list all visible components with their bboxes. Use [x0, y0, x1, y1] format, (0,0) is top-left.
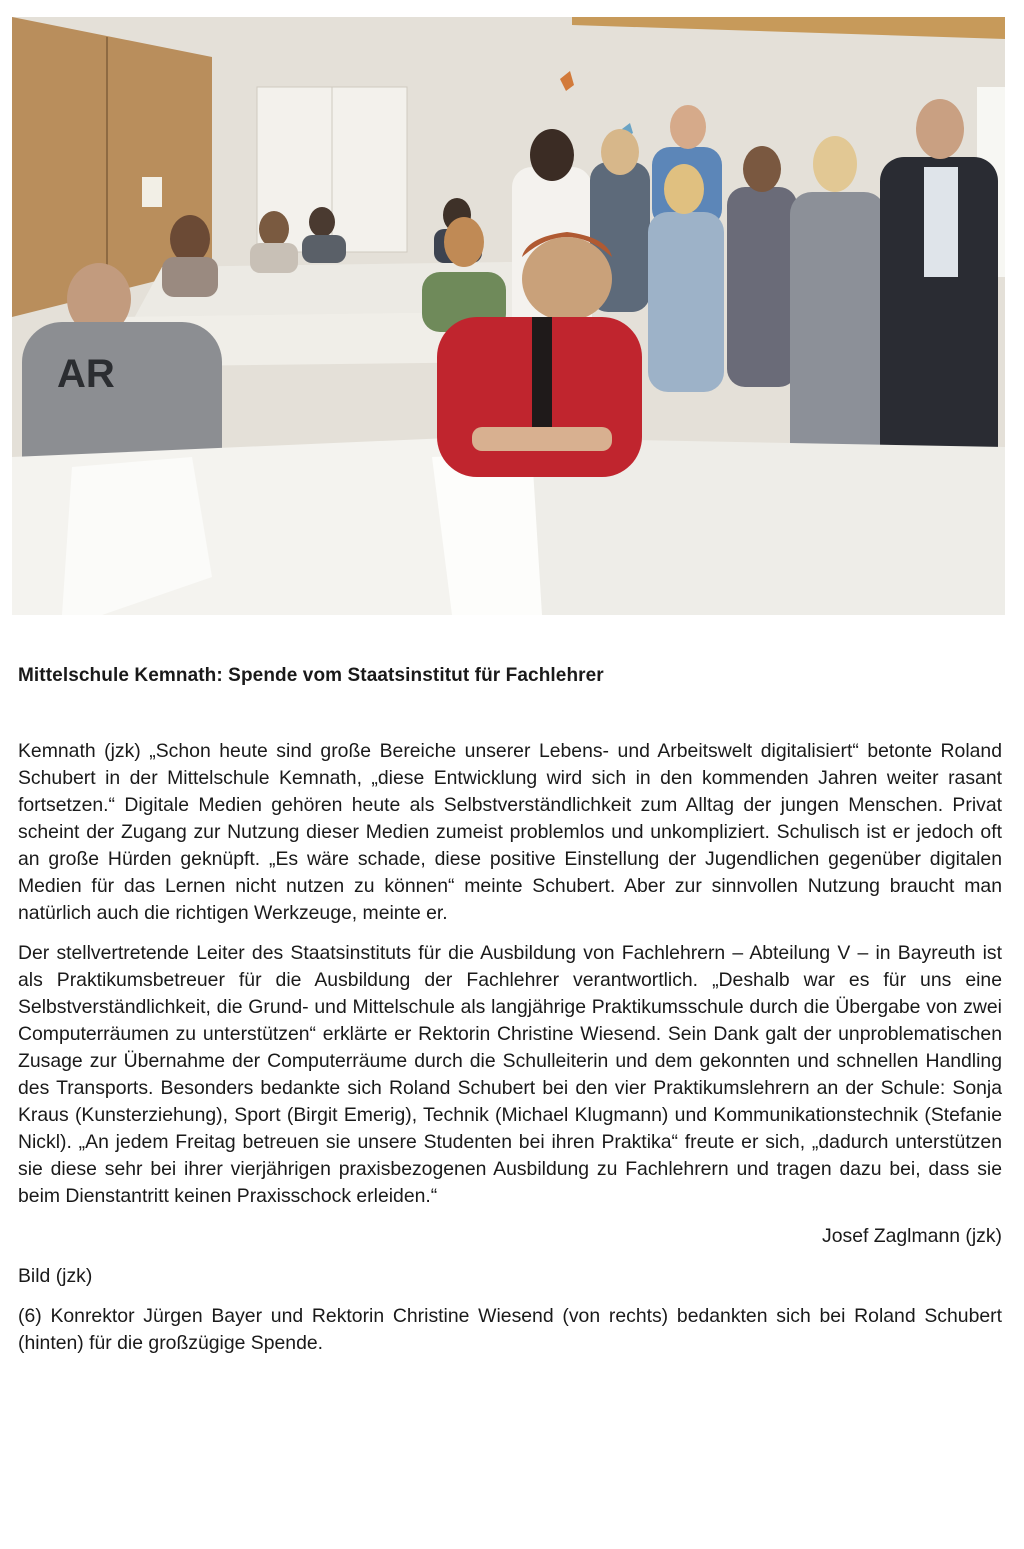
classroom-photo	[12, 17, 1005, 615]
photo-credit: Bild (jzk)	[18, 1265, 93, 1287]
photo-caption: (6) Konrektor Jürgen Bayer und Rektorin Christine Wiesend (von rechts) bedankten sich bei Roland Schubert (hinten) für die großzügige Spende.	[18, 1305, 1002, 1354]
article-photo	[12, 17, 1005, 615]
article-headline: Mittelschule Kemnath: Spende vom Staatsinstitut für Fachlehrer	[18, 665, 604, 686]
article-paragraph: Kemnath (jzk) „Schon heute sind große Bereiche unserer Lebens- und Arbeitswelt digitalisiert“ betonte Roland Schubert in der Mittelschule Kemnath, „diese Entwicklung wird sich in den kommenden Jahren weiter rasant fortsetzen.“ Digitale Medien gehören heute als Selbstverständlichkeit zum Alltag der jungen Menschen. Privat scheint der Zugang zur Nutzung dieser Medien zumeist problemlos und unkompliziert. Schulisch ist er jedoch oft an große Hürden geknüpft. „Es wäre schade, diese positive Einstellung der Jugendlichen gegenüber digitalen Medien für das Lernen nicht nutzen zu können“ meinte Schubert. Aber zur sinnvollen Nutzung braucht man natürlich auch die richtigen Werkzeuge, meinte er.	[18, 740, 1002, 924]
article-paragraph: Der stellvertretende Leiter des Staatsinstituts für die Ausbildung von Fachlehrern – Abteilung V – in Bayreuth ist als Praktikumsbetreuer für die Ausbildung der Fachlehrer verantwortlich. „Deshalb war es für uns eine Selbstverständlichkeit, die Grund- und Mittelschule als langjährige Praktikumsschule durch die Übergabe von zwei Computerräumen zu unterstützen“ erklärte er Rektorin Christine Wiesend. Sein Dank galt der unproblematischen Zusage zur Übernahme der Computerräume durch die Schulleiterin und dem gekonnten und schnellen Handling des Transports. Besonders bedankte sich Roland Schubert bei den vier Praktikumslehrern an der Schule: Sonja Kraus (Kunsterziehung), Sport (Birgit Emerig), Technik (Michael Klugmann) und Kommunikationstechnik (Stefanie Nickl). „An jedem Freitag betreuen sie unsere Studenten bei ihren Praktika“ freute er sich, „dadurch unterstützen sie diese sehr bei ihrer vierjährigen praxisbezogenen Ausbildung zu Fachlehrern und tragen dazu bei, dass sie beim Dienstantritt keinen Praxisschock erleiden.“	[18, 942, 1002, 1207]
article-body	[18, 738, 1002, 1370]
author-byline: Josef Zaglmann (jzk)	[822, 1225, 1002, 1247]
shirt-print: AR	[57, 352, 115, 396]
